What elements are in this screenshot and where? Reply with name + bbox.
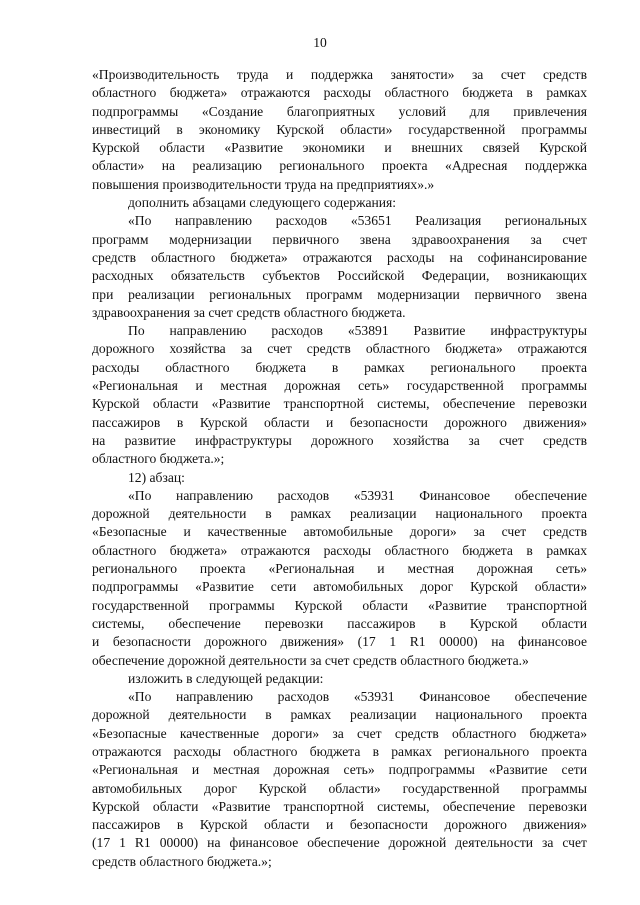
paragraph bbox=[92, 487, 587, 670]
text-line: областного бюджета» отражаются расходы областного бюджета в рамках bbox=[92, 542, 587, 558]
text-line: повышения производительности труда на предприятиях».» bbox=[92, 176, 435, 192]
text-line: регионального проекта «Региональная и местная дорожная сеть» bbox=[92, 561, 587, 577]
paragraph bbox=[92, 469, 587, 487]
paragraph bbox=[92, 194, 587, 212]
text-line: средств областного бюджета.»; bbox=[92, 853, 272, 869]
text-line: «Региональная и местная дорожная сеть» подпрограммы «Развитие сети bbox=[92, 762, 587, 778]
text-line: пассажиров в Курской области и безопасности дорожного движения» bbox=[92, 817, 587, 833]
paragraph bbox=[92, 688, 587, 871]
text-line: 12) абзац: bbox=[128, 469, 185, 485]
paragraph bbox=[92, 66, 587, 194]
text-line: Курской области «Развитие транспортной системы, обеспечение перевозки bbox=[92, 396, 587, 412]
text-line: расходных обязательств субъектов Российской Федерации, возникающих bbox=[92, 268, 587, 284]
text-line: дорожной деятельности в рамках реализации национального проекта bbox=[92, 707, 587, 723]
text-line: программ модернизации первичного звена здравоохранения за счет bbox=[92, 231, 587, 247]
text-line: инвестиций в экономику Курской области» государственной программы bbox=[92, 121, 587, 137]
text-line: «Безопасные качественные дороги» за счет средств областного бюджета» bbox=[92, 725, 587, 741]
page-number: 10 bbox=[313, 35, 327, 50]
text-line: здравоохранения за счет средств областного бюджета. bbox=[92, 304, 406, 320]
text-line: «Безопасные и качественные автомобильные дороги» за счет средств bbox=[92, 524, 587, 540]
text-line: на развитие инфраструктуры дорожного хозяйства за счет средств bbox=[92, 432, 587, 448]
text-line: «Производительность труда и поддержка занятости» за счет средств bbox=[92, 67, 587, 82]
text-line: «По направлению расходов «53651 Реализация региональных bbox=[128, 213, 587, 229]
text-line: средств областного бюджета» отражаются расходы на софинансирование bbox=[92, 249, 587, 265]
text-line: подпрограммы «Развитие сети автомобильных дорог Курской области» bbox=[92, 579, 587, 595]
text-line: областного бюджета.»; bbox=[92, 451, 225, 467]
text-line: подпрограммы «Создание благоприятных условий для привлечения bbox=[92, 103, 587, 119]
text-line: обеспечение дорожной деятельности за счет средств областного бюджета.» bbox=[92, 652, 529, 668]
document-body bbox=[92, 66, 587, 871]
paragraph bbox=[92, 322, 587, 468]
paragraph bbox=[92, 212, 587, 322]
text-line: «По направлению расходов «53931 Финансовое обеспечение bbox=[128, 487, 587, 503]
text-line: областного бюджета» отражаются расходы областного бюджета в рамках bbox=[92, 85, 587, 101]
text-line: (17 1 R1 00000) на финансовое обеспечение дорожной деятельности за счет bbox=[92, 835, 587, 851]
text-line: государственной программы Курской области «Развитие транспортной bbox=[92, 597, 587, 613]
text-line: области» на реализацию регионального проекта «Адресная поддержка bbox=[92, 158, 587, 174]
text-line: системы, обеспечение перевозки пассажиров в Курской области bbox=[92, 615, 587, 631]
text-line: расходы областного бюджета в рамках регионального проекта bbox=[92, 359, 587, 375]
text-line: Курской области «Развитие транспортной системы, обеспечение перевозки bbox=[92, 798, 587, 814]
text-line: По направлению расходов «53891 Развитие инфраструктуры bbox=[128, 323, 587, 339]
text-line: отражаются расходы областного бюджета в рамках регионального проекта bbox=[92, 743, 587, 759]
text-line: пассажиров в Курской области и безопасности дорожного движения» bbox=[92, 414, 587, 430]
text-line: дорожного хозяйства за счет средств областного бюджета» отражаются bbox=[92, 341, 587, 357]
text-line: автомобильных дорог Курской области» государственной программы bbox=[92, 780, 587, 796]
text-line: при реализации региональных программ модернизации первичного звена bbox=[92, 286, 587, 302]
text-line: дополнить абзацами следующего содержания: bbox=[128, 195, 397, 211]
text-line: дорожной деятельности в рамках реализации национального проекта bbox=[92, 506, 587, 522]
text-line: изложить в следующей редакции: bbox=[128, 670, 324, 686]
text-line: и безопасности дорожного движения» (17 1 R1 00000) на финансовое bbox=[92, 634, 587, 650]
text-line: «По направлению расходов «53931 Финансовое обеспечение bbox=[128, 689, 587, 705]
paragraph bbox=[92, 670, 587, 688]
text-line: «Региональная и местная дорожная сеть» государственной программы bbox=[92, 378, 587, 394]
text-line: Курской области «Развитие экономики и внешних связей Курской bbox=[92, 140, 587, 156]
